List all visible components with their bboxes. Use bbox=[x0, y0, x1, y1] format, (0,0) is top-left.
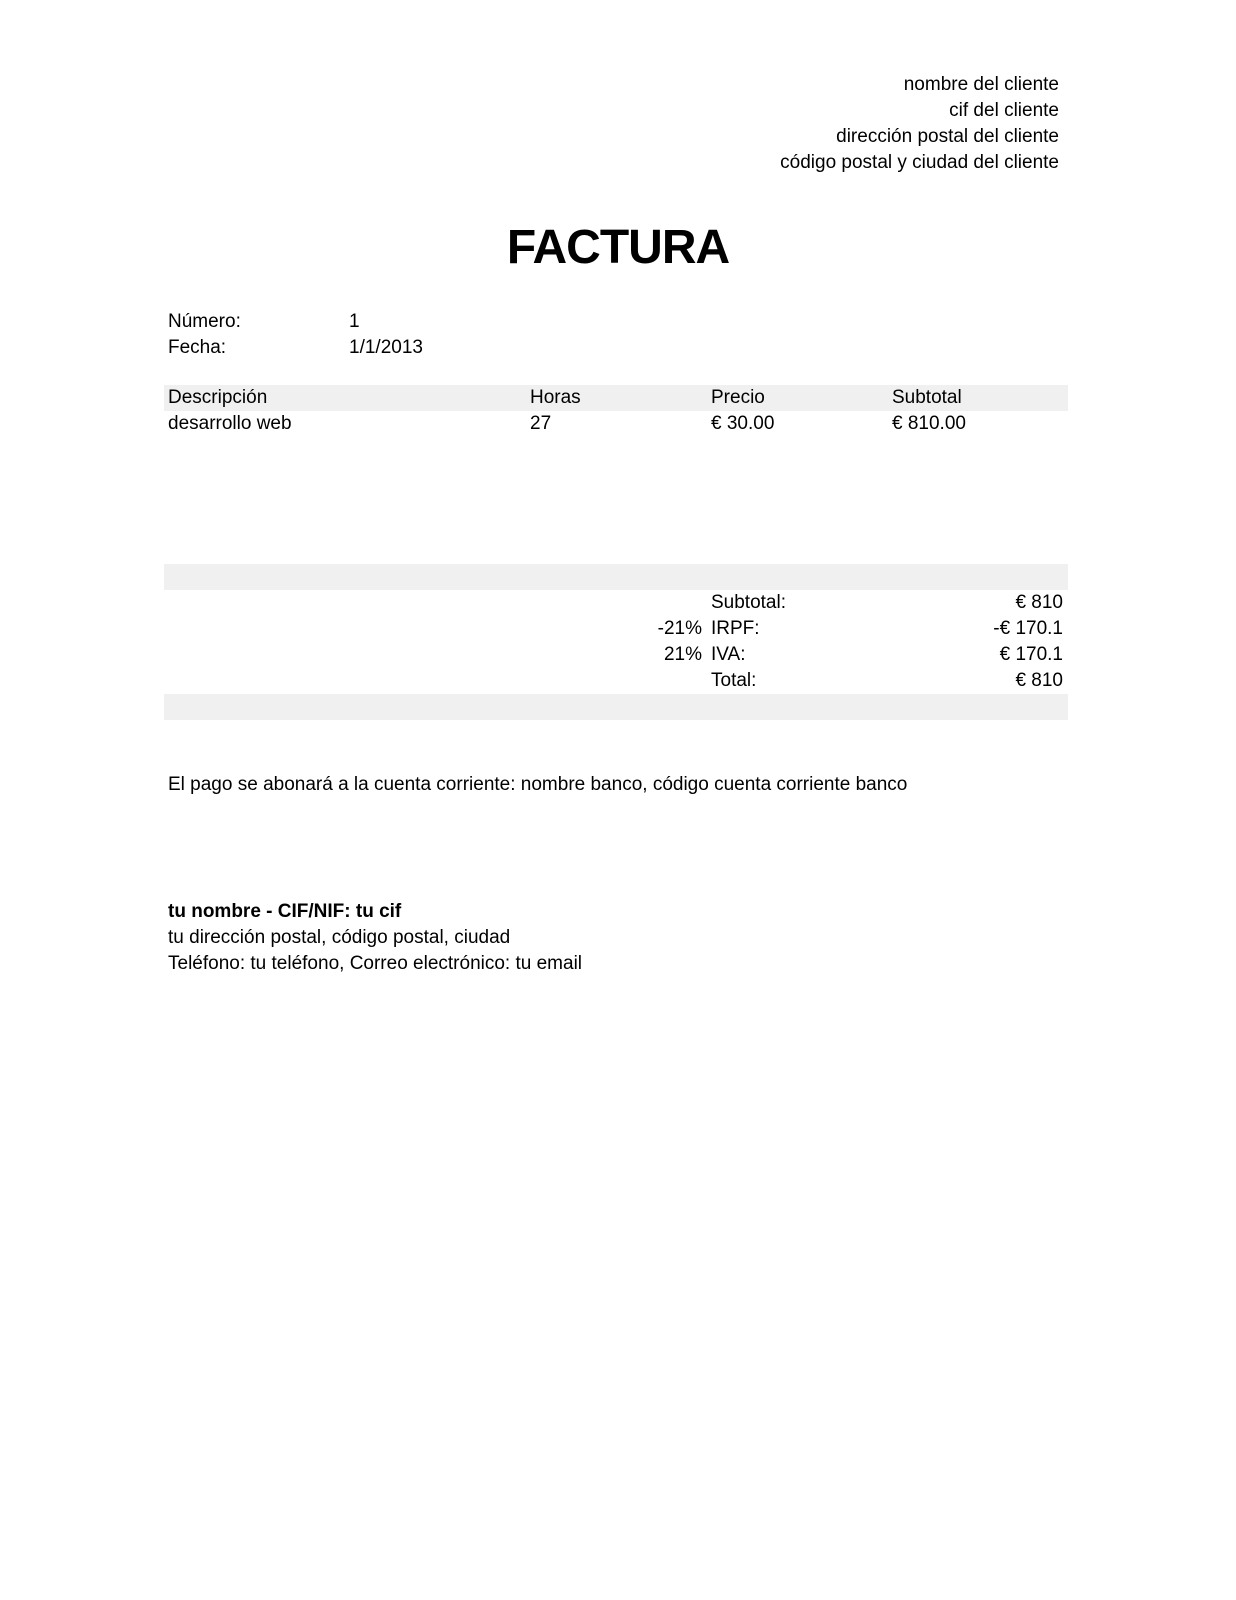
number-value: 1 bbox=[349, 311, 360, 332]
issuer-name-line: tu nombre - CIF/NIF: tu cif bbox=[168, 901, 402, 922]
number-label: Número: bbox=[168, 311, 241, 332]
iva-label: IVA: bbox=[711, 644, 746, 665]
client-address: dirección postal del cliente bbox=[836, 126, 1059, 147]
date-label: Fecha: bbox=[168, 337, 227, 358]
item-price: € 30.00 bbox=[711, 413, 775, 434]
header-price: Precio bbox=[711, 387, 765, 408]
client-postal-city: código postal y ciudad del cliente bbox=[780, 152, 1059, 173]
table-separator-band bbox=[164, 564, 1068, 590]
iva-row bbox=[0, 642, 1236, 668]
table-footer-band bbox=[164, 694, 1068, 720]
total-label: Total: bbox=[711, 670, 757, 691]
item-subtotal: € 810.00 bbox=[892, 413, 966, 434]
subtotal-value: € 810 bbox=[1015, 592, 1063, 613]
item-description: desarrollo web bbox=[168, 413, 292, 434]
issuer-block bbox=[168, 899, 582, 977]
header-hours: Horas bbox=[530, 387, 581, 408]
irpf-row bbox=[0, 616, 1236, 642]
date-value: 1/1/2013 bbox=[349, 337, 423, 358]
subtotal-row bbox=[0, 590, 1236, 616]
issuer-address-line: tu dirección postal, código postal, ciudad bbox=[168, 927, 511, 948]
header-description: Descripción bbox=[168, 387, 268, 408]
totals-block bbox=[0, 590, 1236, 694]
client-name: nombre del cliente bbox=[903, 74, 1059, 95]
total-value: € 810 bbox=[1015, 670, 1063, 691]
iva-value: € 170.1 bbox=[999, 644, 1063, 665]
iva-percent: 21% bbox=[663, 644, 702, 665]
subtotal-label: Subtotal: bbox=[711, 592, 786, 613]
irpf-value: -€ 170.1 bbox=[993, 618, 1063, 639]
issuer-contact-line: Teléfono: tu teléfono, Correo electrónico: tu email bbox=[168, 953, 583, 974]
client-block bbox=[780, 72, 1059, 176]
irpf-percent: -21% bbox=[657, 618, 702, 639]
irpf-label: IRPF: bbox=[711, 618, 760, 639]
invoice-title: FACTURA bbox=[506, 221, 730, 274]
item-hours: 27 bbox=[530, 413, 552, 434]
total-row bbox=[0, 668, 1236, 694]
client-cif: cif del cliente bbox=[949, 100, 1059, 121]
header-subtotal: Subtotal bbox=[892, 387, 962, 408]
payment-note: El pago se abonará a la cuenta corriente: nombre banco, código cuenta corriente banco bbox=[168, 774, 908, 795]
